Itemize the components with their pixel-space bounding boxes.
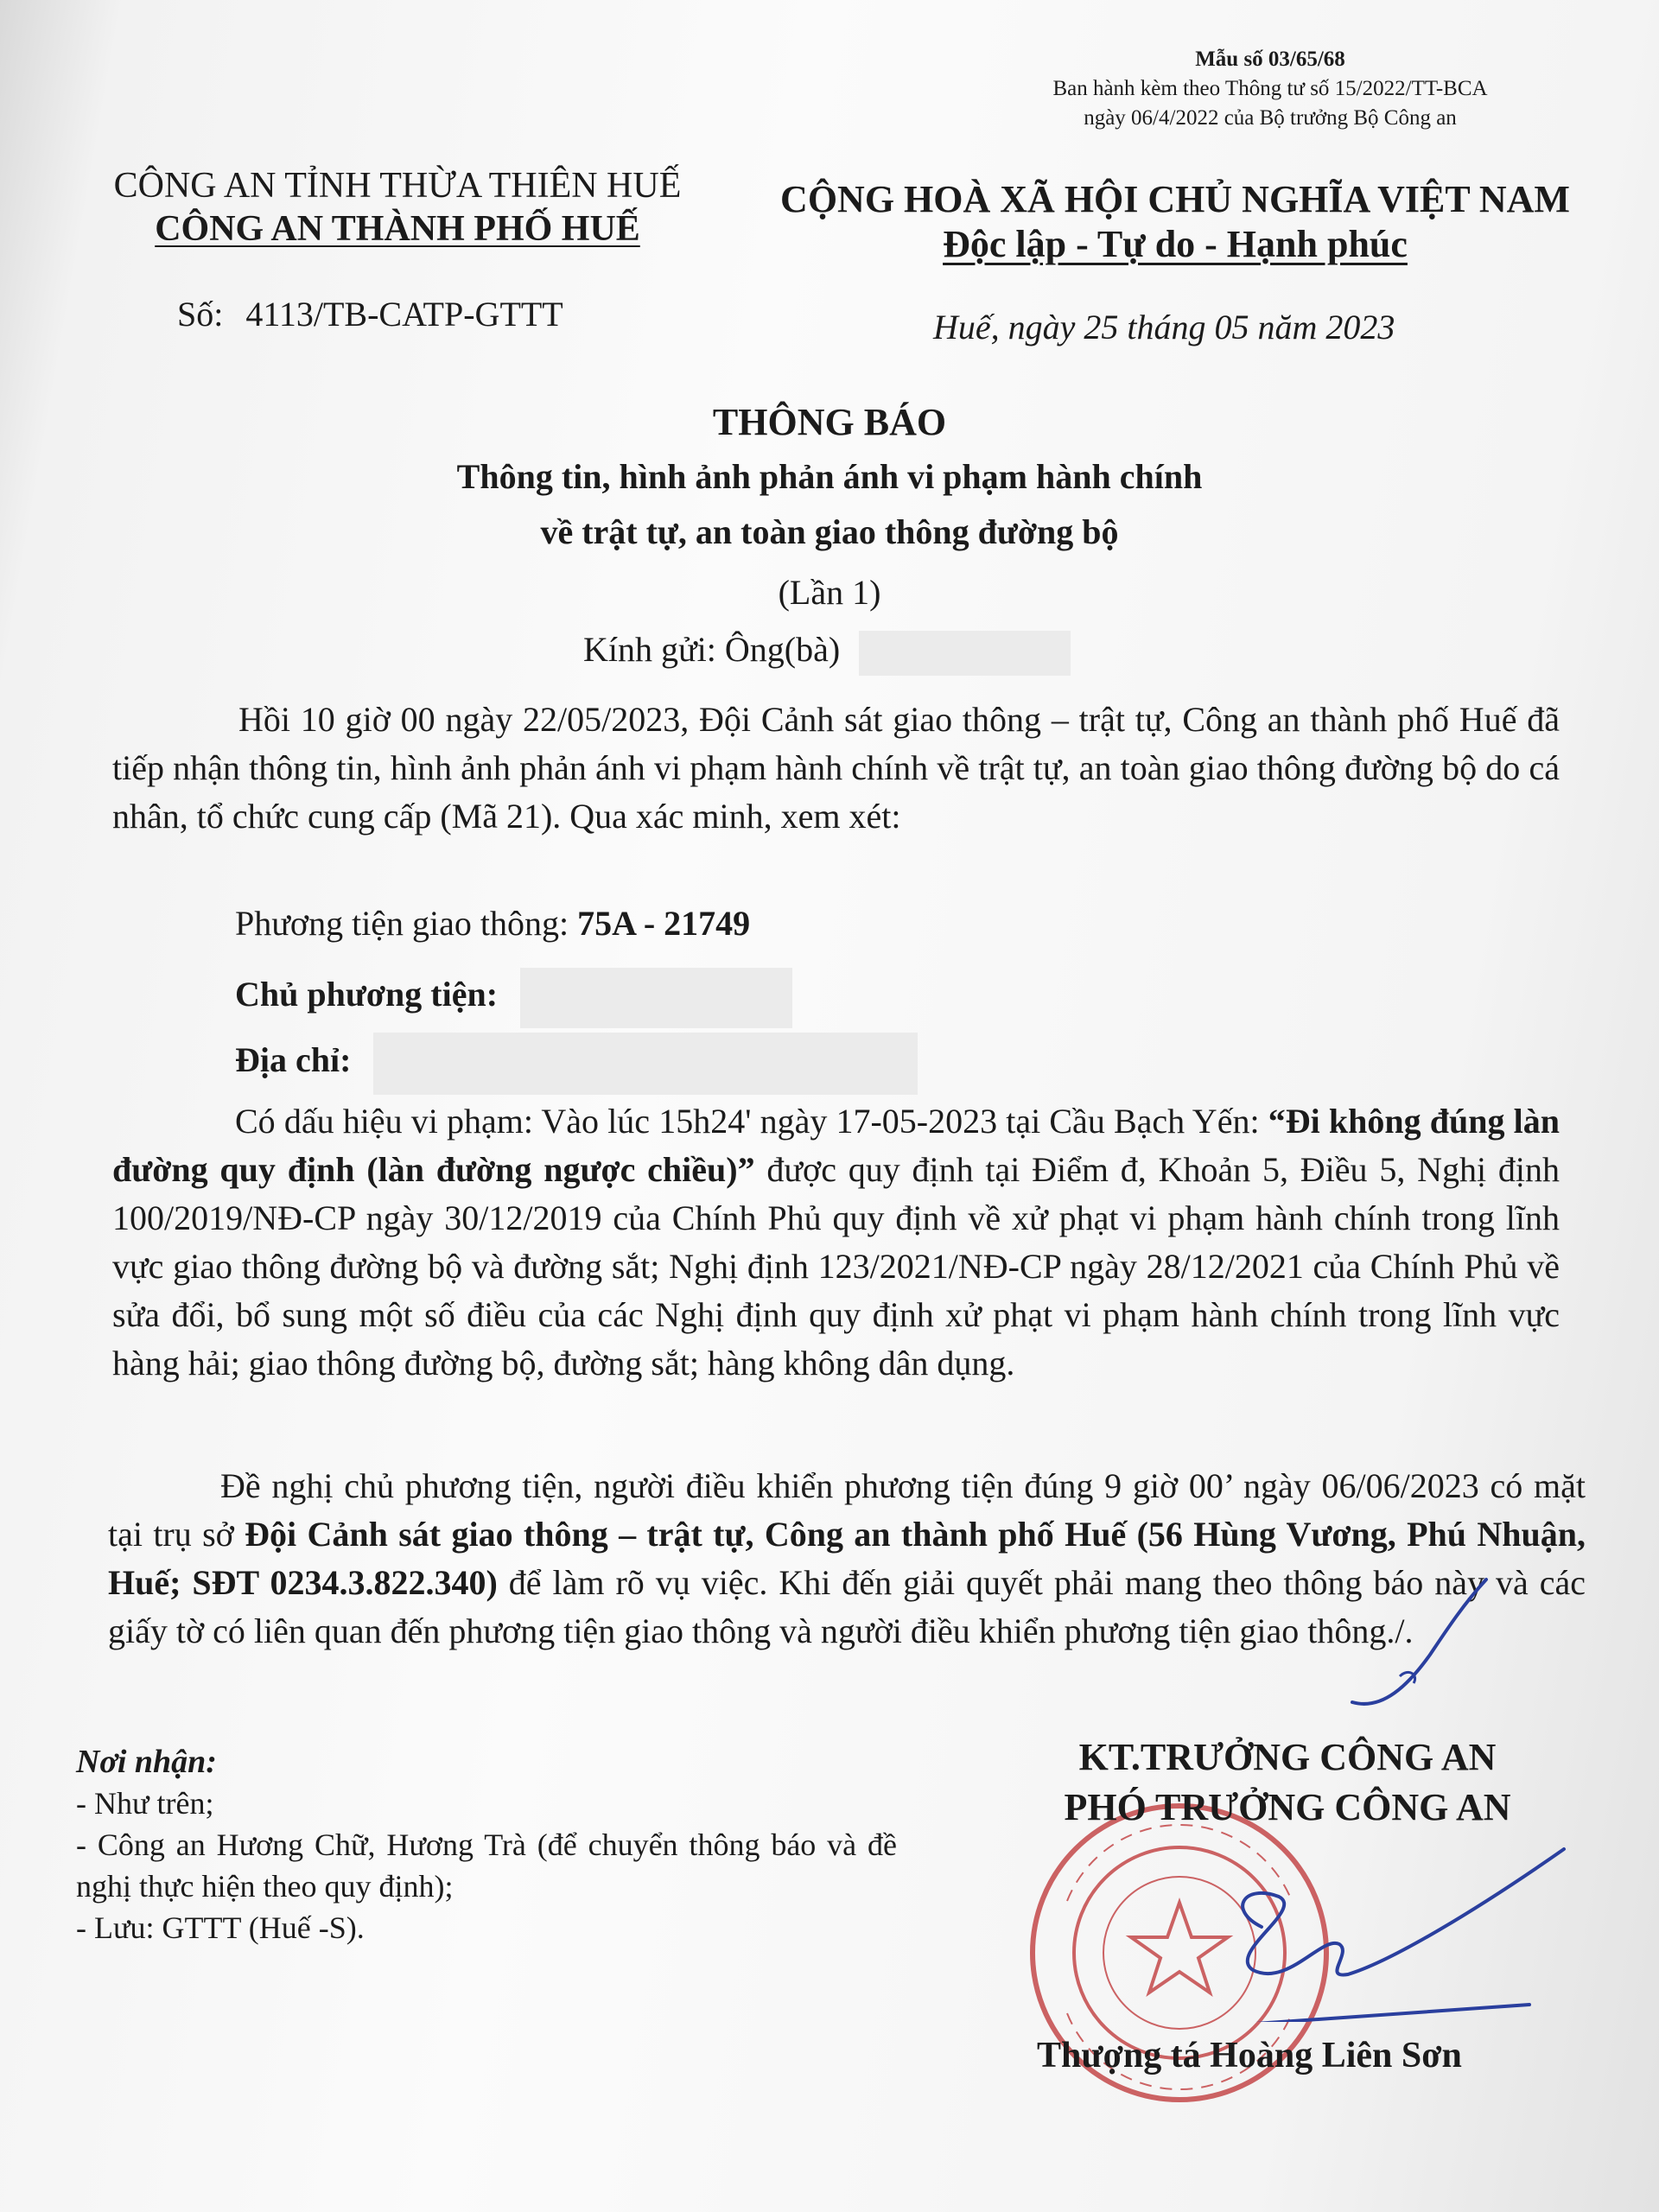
recipients-block xyxy=(76,1741,897,1948)
owner-redaction xyxy=(520,968,792,1028)
request-text-b: để làm rõ vụ việc. Khi đến giải quyết phải mang theo thông báo này và các giấy tờ có liên quan đến phương tiện giao thông và người điều khiển phương tiện giao thông./. xyxy=(108,1563,1586,1650)
signature-title xyxy=(994,1732,1581,1833)
paragraph-intro: Hồi 10 giờ 00 ngày 22/05/2023, Đội Cảnh sát giao thông – trật tự, Công an thành phố Huế đã tiếp nhận thông tin, hình ảnh phản ánh vi phạm hành chính về trật tự, an toàn giao thông đường bộ do cá nhân, tổ chức cung cấp (Mã 21). Qua xác minh, xem xét: xyxy=(112,700,1560,836)
owner-field xyxy=(235,968,792,1028)
vehicle-label: Phương tiện giao thông: xyxy=(235,904,569,943)
request-text-a: Đề nghị chủ phương tiện, người điều khiển phương tiện đúng 9 giờ 00’ ngày 06/06/2023 có mặt tại trụ sở xyxy=(108,1466,1586,1554)
recipients-heading: Nơi nhận: xyxy=(76,1744,217,1780)
notice-round: (Lần 1) xyxy=(778,573,881,612)
recipient-item-3: - Lưu: GTTT (Huế -S). xyxy=(76,1910,365,1945)
address-label: Địa chỉ: xyxy=(235,1040,352,1080)
issued-date: ngày 06/4/2022 của Bộ trưởng Bộ Công an xyxy=(1084,106,1457,130)
vehicle-plate: 75A - 21749 xyxy=(577,904,751,943)
document-number xyxy=(177,294,563,334)
recipient-line xyxy=(583,629,1071,676)
national-header xyxy=(743,177,1607,267)
recipient-redaction xyxy=(859,631,1071,676)
violation-text-a: Có dấu hiệu vi phạm: Vào lúc 15h24' ngày 17-05-2023 tại Cầu Bạch Yến: xyxy=(235,1102,1268,1141)
signature-title-2: PHÓ TRƯỞNG CÔNG AN xyxy=(1064,1786,1511,1828)
request-location: Đội Cảnh sát giao thông – trật tự, Công an thành phố Huế (56 Hùng Vương, Phú Nhuận, Huế; SĐT 0234.3.822.340) xyxy=(108,1515,1586,1602)
motto: Độc lập - Tự do - Hạnh phúc xyxy=(943,223,1408,265)
recipient-item-2: - Công an Hương Chữ, Hương Trà (để chuyển thông báo và đề nghị thực hiện theo quy định); xyxy=(76,1827,897,1904)
violation-description: “Đi không đúng làn đường quy định (làn đường ngược chiều)” xyxy=(112,1102,1560,1189)
issued-with: Ban hành kèm theo Thông tư số 15/2022/TT-BCA xyxy=(1052,77,1488,100)
document-subtitle-2: về trật tự, an toàn giao thông đường bộ xyxy=(540,512,1119,551)
agency-parent: CÔNG AN TỈNH THỪA THIÊN HUẾ xyxy=(113,166,682,206)
signature-icon xyxy=(1192,1832,1590,2022)
form-reference xyxy=(994,45,1547,133)
agency-header xyxy=(52,164,743,251)
owner-label: Chủ phương tiện: xyxy=(235,975,499,1014)
address-field xyxy=(235,1033,918,1095)
signer-name: Thượng tá Hoàng Liên Sơn xyxy=(1037,2036,1462,2075)
document-subtitle-1: Thông tin, hình ảnh phản ánh vi phạm hành chính xyxy=(456,457,1203,496)
place-date: Huế, ngày 25 tháng 05 năm 2023 xyxy=(933,308,1395,346)
vehicle-field xyxy=(235,903,750,944)
signature-title-1: KT.TRƯỞNG CÔNG AN xyxy=(1078,1736,1497,1778)
document-number-label: Số: xyxy=(177,295,224,334)
document-number-value: 4113/TB-CATP-GTTT xyxy=(245,295,563,334)
recipient-label: Kính gửi: Ông(bà) xyxy=(583,630,841,669)
paragraph-violation xyxy=(112,1097,1560,1388)
republic-name: CỘNG HOÀ XÃ HỘI CHỦ NGHĨA VIỆT NAM xyxy=(780,178,1570,220)
agency-name: CÔNG AN THÀNH PHỐ HUẾ xyxy=(155,209,640,249)
violation-text-b: được quy định tại Điểm đ, Khoản 5, Điều 5, Nghị định 100/2019/NĐ-CP ngày 30/12/2019 của Chính Phủ quy định về xử phạt vi phạm hành chính trong lĩnh vực giao thông đường bộ và đường sắt; Nghị định 123/2021/NĐ-CP ngày 28/12/2021 của Chính Phủ về sửa đổi, bổ sung một số điều của các Nghị định quy định xử phạt vi phạm hành chính trong lĩnh vực hàng hải; giao thông đường bộ, đường sắt; hàng không dân dụng. xyxy=(112,1150,1560,1382)
document-title: THÔNG BÁO xyxy=(712,401,947,443)
initial-mark-icon xyxy=(1348,1573,1495,1711)
address-redaction xyxy=(373,1033,918,1095)
form-number: Mẫu số 03/65/68 xyxy=(1195,48,1345,71)
recipient-item-1: - Như trên; xyxy=(76,1786,214,1821)
